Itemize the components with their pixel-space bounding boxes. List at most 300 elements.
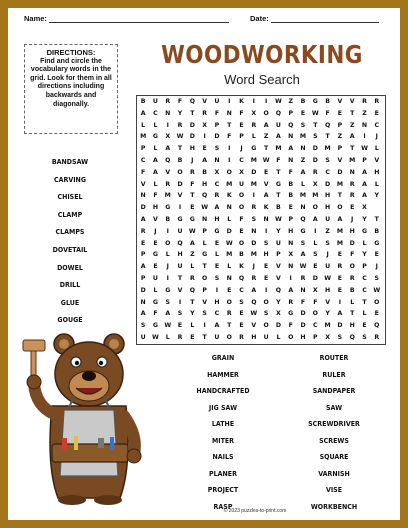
grid-letter[interactable]: O	[312, 204, 318, 212]
grid-letter[interactable]: A	[263, 192, 269, 200]
grid-letter[interactable]: T	[374, 215, 379, 223]
grid-letter[interactable]: V	[177, 286, 183, 294]
grid-letter[interactable]: P	[276, 251, 281, 259]
grid-letter[interactable]: F	[141, 168, 146, 176]
grid-letter[interactable]: F	[288, 322, 293, 330]
grid-letter[interactable]: V	[177, 192, 183, 200]
grid-letter[interactable]: E	[264, 274, 269, 282]
grid-letter[interactable]: S	[263, 239, 269, 247]
grid-letter[interactable]: Z	[325, 227, 330, 235]
grid-letter[interactable]: N	[300, 286, 306, 294]
grid-letter[interactable]: S	[214, 145, 220, 153]
grid-letter[interactable]: R	[312, 168, 318, 176]
grid-letter[interactable]: D	[140, 286, 146, 294]
grid-letter[interactable]: W	[275, 98, 282, 105]
grid-letter[interactable]: L	[190, 263, 195, 271]
grid-letter[interactable]: P	[214, 121, 220, 129]
grid-letter[interactable]: E	[239, 121, 244, 129]
grid-letter[interactable]: O	[374, 298, 380, 306]
grid-letter[interactable]: I	[314, 227, 317, 235]
grid-letter[interactable]: S	[214, 274, 220, 282]
grid-letter[interactable]: E	[337, 251, 343, 259]
grid-letter[interactable]: C	[214, 310, 220, 318]
grid-letter[interactable]: A	[300, 251, 306, 259]
grid-letter[interactable]: J	[166, 263, 169, 271]
grid-letter[interactable]: E	[227, 286, 232, 294]
grid-letter[interactable]: M	[324, 322, 331, 330]
grid-letter[interactable]: E	[337, 109, 343, 117]
grid-letter[interactable]: H	[325, 204, 331, 212]
grid-letter[interactable]: D	[349, 239, 355, 247]
grid-letter[interactable]: O	[226, 298, 232, 306]
grid-letter[interactable]: E	[350, 204, 355, 212]
grid-letter[interactable]: O	[238, 239, 245, 247]
grid-letter[interactable]: X	[202, 121, 208, 129]
grid-letter[interactable]: F	[276, 156, 281, 164]
grid-letter[interactable]: T	[190, 109, 195, 117]
grid-letter[interactable]: U	[325, 215, 331, 223]
grid-letter[interactable]: C	[153, 109, 158, 117]
grid-letter[interactable]: N	[288, 239, 294, 247]
grid-letter[interactable]: V	[153, 215, 158, 223]
grid-letter[interactable]: R	[349, 192, 355, 200]
grid-letter[interactable]: P	[288, 109, 293, 117]
grid-letter[interactable]: I	[252, 192, 255, 200]
grid-letter[interactable]: U	[152, 274, 158, 282]
grid-letter[interactable]: R	[300, 274, 306, 282]
grid-letter[interactable]: K	[239, 98, 244, 105]
grid-letter[interactable]: E	[264, 168, 269, 176]
grid-letter[interactable]: W	[201, 204, 209, 212]
grid-letter[interactable]: R	[251, 204, 257, 212]
grid-letter[interactable]: C	[325, 168, 330, 176]
grid-letter[interactable]: J	[240, 145, 243, 153]
grid-letter[interactable]: L	[153, 145, 158, 153]
grid-letter[interactable]: I	[264, 227, 268, 235]
grid-letter[interactable]: F	[153, 310, 158, 318]
grid-letter[interactable]: E	[190, 333, 195, 341]
grid-letter[interactable]: F	[313, 298, 318, 306]
grid-letter[interactable]: V	[202, 298, 208, 306]
grid-letter[interactable]: E	[239, 322, 244, 330]
grid-letter[interactable]: L	[165, 251, 170, 259]
grid-letter[interactable]: Q	[177, 239, 183, 247]
grid-letter[interactable]: P	[239, 133, 244, 141]
grid-letter[interactable]: G	[152, 298, 158, 306]
grid-letter[interactable]: V	[337, 156, 343, 164]
grid-letter[interactable]: G	[361, 227, 368, 235]
grid-letter[interactable]: D	[251, 168, 257, 176]
grid-letter[interactable]: D	[312, 145, 318, 153]
grid-letter[interactable]: W	[176, 133, 184, 141]
grid-letter[interactable]: N	[288, 263, 294, 271]
grid-letter[interactable]: R	[362, 98, 367, 105]
grid-letter[interactable]: R	[251, 274, 257, 282]
grid-letter[interactable]: I	[203, 133, 206, 141]
grid-letter[interactable]: S	[263, 310, 269, 318]
grid-letter[interactable]: E	[239, 310, 244, 318]
grid-letter[interactable]: T	[190, 192, 195, 200]
grid-letter[interactable]: J	[154, 227, 157, 235]
grid-letter[interactable]: D	[300, 310, 306, 318]
grid-letter[interactable]: A	[165, 310, 171, 318]
grid-letter[interactable]: J	[375, 263, 378, 271]
grid-letter[interactable]: C	[239, 156, 244, 164]
grid-letter[interactable]: G	[202, 251, 208, 259]
grid-letter[interactable]: N	[288, 156, 294, 164]
grid-letter[interactable]: U	[177, 227, 183, 235]
grid-letter[interactable]: D	[325, 180, 331, 188]
grid-letter[interactable]: A	[337, 215, 343, 223]
grid-letter[interactable]: G	[165, 204, 171, 212]
grid-letter[interactable]: O	[202, 274, 208, 282]
grid-letter[interactable]: A	[337, 310, 343, 318]
grid-letter[interactable]: U	[140, 333, 146, 341]
grid-letter[interactable]: E	[177, 322, 183, 330]
grid-letter[interactable]: P	[202, 227, 207, 235]
grid-letter[interactable]: Z	[337, 133, 343, 141]
grid-letter[interactable]: I	[264, 286, 268, 294]
grid-letter[interactable]: U	[325, 263, 331, 271]
grid-letter[interactable]: I	[203, 322, 206, 330]
grid-letter[interactable]: R	[177, 333, 183, 341]
grid-letter[interactable]: P	[202, 286, 207, 294]
grid-letter[interactable]: T	[227, 121, 232, 129]
grid-letter[interactable]: W	[311, 109, 319, 117]
grid-letter[interactable]: H	[202, 180, 208, 188]
grid-letter[interactable]: O	[312, 310, 318, 318]
grid-letter[interactable]: G	[152, 251, 158, 259]
grid-letter[interactable]: V	[374, 156, 380, 164]
grid-letter[interactable]: N	[165, 109, 171, 117]
grid-letter[interactable]: P	[362, 156, 367, 164]
grid-letter[interactable]: V	[349, 98, 355, 105]
word-search-grid[interactable]	[136, 95, 386, 345]
grid-letter[interactable]: S	[177, 310, 183, 318]
grid-letter[interactable]: M	[250, 251, 257, 259]
grid-letter[interactable]: R	[189, 168, 195, 176]
grid-letter[interactable]: G	[189, 215, 195, 223]
grid-letter[interactable]: A	[140, 263, 146, 271]
grid-letter[interactable]: E	[374, 251, 379, 259]
grid-letter[interactable]: I	[252, 98, 255, 105]
grid-letter[interactable]: U	[239, 180, 245, 188]
grid-letter[interactable]: Z	[362, 109, 367, 117]
grid-letter[interactable]: H	[325, 286, 331, 294]
grid-letter[interactable]: G	[374, 239, 380, 247]
grid-letter[interactable]: C	[374, 121, 380, 129]
grid-letter[interactable]: C	[362, 286, 367, 294]
grid-letter[interactable]: Q	[300, 215, 306, 223]
grid-letter[interactable]: L	[227, 215, 232, 223]
grid-letter[interactable]: Z	[349, 121, 355, 129]
grid-letter[interactable]: E	[288, 204, 293, 212]
grid-letter[interactable]: A	[300, 168, 306, 176]
grid-letter[interactable]: U	[152, 98, 158, 105]
grid-letter[interactable]: A	[349, 133, 355, 141]
grid-letter[interactable]: B	[276, 204, 281, 212]
grid-letter[interactable]: G	[288, 310, 294, 318]
grid-letter[interactable]: P	[140, 251, 146, 259]
grid-letter[interactable]: H	[214, 215, 220, 223]
grid-letter[interactable]: W	[373, 286, 381, 294]
grid-letter[interactable]: R	[239, 333, 244, 341]
grid-letter[interactable]: Q	[288, 121, 294, 129]
grid-letter[interactable]: O	[263, 109, 269, 117]
grid-letter[interactable]: P	[140, 145, 146, 153]
grid-letter[interactable]: S	[362, 333, 367, 341]
grid-letter[interactable]: E	[300, 109, 306, 117]
grid-letter[interactable]: S	[202, 310, 207, 318]
grid-letter[interactable]: A	[153, 168, 158, 176]
grid-letter[interactable]: I	[228, 98, 231, 105]
grid-letter[interactable]: N	[226, 109, 232, 117]
grid-letter[interactable]: G	[177, 215, 183, 223]
grid-letter[interactable]: T	[276, 192, 281, 200]
grid-letter[interactable]: A	[140, 109, 146, 117]
grid-letter[interactable]: T	[190, 298, 195, 306]
grid-letter[interactable]: I	[228, 156, 231, 164]
grid-letter[interactable]: H	[214, 298, 220, 306]
grid-letter[interactable]: S	[300, 121, 306, 129]
grid-letter[interactable]: E	[239, 227, 244, 235]
grid-letter[interactable]: V	[325, 298, 330, 306]
grid-letter[interactable]: O	[263, 322, 269, 330]
grid-letter[interactable]: W	[250, 310, 258, 318]
grid-letter[interactable]: H	[177, 251, 183, 259]
grid-letter[interactable]: Y	[325, 310, 330, 318]
grid-letter[interactable]: R	[214, 192, 220, 200]
grid-letter[interactable]: K	[263, 204, 269, 212]
grid-letter[interactable]: L	[301, 180, 305, 188]
grid-letter[interactable]: C	[239, 286, 244, 294]
grid-letter[interactable]: G	[300, 227, 306, 235]
grid-letter[interactable]: A	[276, 133, 281, 141]
grid-letter[interactable]: D	[251, 239, 257, 247]
grid-letter[interactable]: C	[140, 156, 146, 164]
grid-letter[interactable]: Q	[189, 286, 195, 294]
grid-letter[interactable]: D	[226, 227, 232, 235]
grid-letter[interactable]: D	[337, 168, 343, 176]
grid-letter[interactable]: E	[264, 263, 269, 271]
grid-letter[interactable]: S	[140, 322, 146, 330]
grid-letter[interactable]: T	[202, 263, 207, 271]
grid-letter[interactable]: I	[264, 98, 268, 105]
grid-letter[interactable]: D	[177, 180, 183, 188]
grid-letter[interactable]: E	[313, 263, 318, 271]
grid-letter[interactable]: T	[362, 298, 367, 306]
grid-letter[interactable]: F	[153, 192, 158, 200]
grid-letter[interactable]: Q	[202, 192, 208, 200]
grid-letter[interactable]: F	[239, 215, 244, 223]
grid-letter[interactable]: B	[300, 98, 306, 105]
grid-letter[interactable]: M	[312, 192, 319, 200]
grid-letter[interactable]: B	[202, 168, 207, 176]
grid-letter[interactable]: E	[374, 310, 379, 318]
grid-letter[interactable]: D	[189, 121, 195, 129]
grid-letter[interactable]: G	[152, 133, 158, 141]
grid-letter[interactable]: B	[325, 98, 330, 105]
grid-letter[interactable]: Z	[300, 156, 306, 164]
grid-letter[interactable]: T	[202, 333, 207, 341]
grid-letter[interactable]: N	[140, 192, 146, 200]
grid-letter[interactable]: O	[238, 204, 245, 212]
grid-letter[interactable]: N	[300, 145, 306, 153]
grid-letter[interactable]: R	[165, 180, 171, 188]
grid-letter[interactable]: R	[226, 310, 232, 318]
grid-letter[interactable]: N	[214, 156, 220, 164]
grid-letter[interactable]: F	[227, 133, 232, 141]
grid-letter[interactable]: L	[374, 180, 379, 188]
grid-letter[interactable]: O	[226, 168, 232, 176]
grid-letter[interactable]: A	[214, 204, 220, 212]
grid-letter[interactable]: Y	[362, 251, 367, 259]
grid-letter[interactable]: A	[362, 168, 367, 176]
grid-letter[interactable]: Y	[362, 215, 367, 223]
grid-letter[interactable]: H	[263, 251, 269, 259]
grid-letter[interactable]: G	[165, 286, 171, 294]
grid-letter[interactable]: T	[177, 274, 183, 282]
grid-letter[interactable]: G	[152, 322, 158, 330]
grid-letter[interactable]: V	[276, 263, 281, 271]
grid-letter[interactable]: R	[165, 98, 171, 105]
name-field[interactable]	[49, 15, 229, 23]
grid-letter[interactable]: L	[362, 239, 367, 247]
grid-letter[interactable]: L	[165, 333, 170, 341]
grid-letter[interactable]: M	[336, 227, 343, 235]
grid-letter[interactable]: B	[140, 98, 146, 105]
grid-letter[interactable]: L	[313, 239, 318, 247]
grid-letter[interactable]: G	[275, 180, 281, 188]
grid-letter[interactable]: N	[263, 215, 269, 223]
grid-letter[interactable]: E	[362, 322, 367, 330]
grid-letter[interactable]: H	[374, 168, 380, 176]
grid-letter[interactable]: C	[362, 274, 367, 282]
grid-letter[interactable]: R	[251, 121, 257, 129]
grid-letter[interactable]: H	[325, 192, 331, 200]
grid-letter[interactable]: P	[337, 145, 343, 153]
date-field[interactable]	[271, 15, 379, 23]
grid-letter[interactable]: R	[374, 333, 380, 341]
grid-letter[interactable]: Q	[189, 98, 195, 105]
grid-letter[interactable]: L	[153, 180, 158, 188]
grid-letter[interactable]: D	[312, 274, 318, 282]
grid-letter[interactable]: Q	[251, 298, 257, 306]
grid-letter[interactable]: W	[275, 215, 282, 223]
grid-letter[interactable]: B	[177, 156, 183, 164]
grid-letter[interactable]: W	[262, 156, 270, 164]
grid-letter[interactable]: N	[361, 121, 368, 129]
grid-letter[interactable]: X	[312, 286, 318, 294]
grid-letter[interactable]: D	[337, 322, 343, 330]
grid-letter[interactable]: A	[288, 145, 294, 153]
grid-letter[interactable]: K	[226, 192, 232, 200]
grid-letter[interactable]: T	[350, 310, 355, 318]
grid-letter[interactable]: Q	[324, 121, 331, 129]
grid-letter[interactable]: L	[276, 333, 281, 341]
grid-letter[interactable]: N	[140, 298, 146, 306]
grid-letter[interactable]: F	[350, 251, 355, 259]
grid-letter[interactable]: O	[177, 168, 183, 176]
grid-letter[interactable]: O	[165, 239, 171, 247]
grid-letter[interactable]: M	[250, 180, 257, 188]
grid-letter[interactable]: X	[251, 109, 257, 117]
grid-letter[interactable]: A	[140, 215, 146, 223]
grid-letter[interactable]: R	[349, 180, 355, 188]
grid-letter[interactable]: D	[312, 156, 318, 164]
grid-letter[interactable]: X	[325, 333, 330, 341]
grid-letter[interactable]: U	[275, 121, 281, 129]
grid-letter[interactable]: W	[188, 227, 196, 235]
grid-letter[interactable]: A	[312, 215, 318, 223]
grid-letter[interactable]: R	[202, 109, 208, 117]
grid-letter[interactable]: U	[214, 98, 220, 105]
grid-letter[interactable]: L	[362, 310, 367, 318]
grid-letter[interactable]: P	[140, 274, 146, 282]
grid-letter[interactable]: Y	[276, 298, 281, 306]
grid-letter[interactable]: T	[313, 121, 318, 129]
grid-letter[interactable]: H	[349, 227, 355, 235]
grid-letter[interactable]: A	[202, 156, 208, 164]
grid-letter[interactable]: M	[336, 180, 343, 188]
grid-letter[interactable]: I	[215, 286, 219, 294]
grid-letter[interactable]: O	[226, 333, 232, 341]
grid-letter[interactable]: E	[153, 239, 158, 247]
grid-letter[interactable]: I	[338, 298, 342, 306]
grid-letter[interactable]: X	[312, 180, 318, 188]
grid-letter[interactable]: H	[152, 204, 159, 212]
grid-letter[interactable]: R	[337, 263, 343, 271]
grid-letter[interactable]: N	[349, 168, 355, 176]
grid-letter[interactable]: W	[324, 274, 332, 282]
grid-letter[interactable]: V	[263, 180, 269, 188]
grid-letter[interactable]: R	[189, 274, 195, 282]
grid-letter[interactable]: E	[141, 239, 146, 247]
grid-letter[interactable]: B	[288, 192, 294, 200]
grid-letter[interactable]: Q	[275, 109, 282, 117]
grid-letter[interactable]: Q	[165, 156, 171, 164]
grid-letter[interactable]: V	[165, 168, 171, 176]
grid-letter[interactable]: J	[191, 156, 194, 164]
grid-letter[interactable]: I	[166, 227, 169, 235]
grid-letter[interactable]: M	[324, 145, 331, 153]
grid-letter[interactable]: J	[375, 133, 378, 141]
grid-letter[interactable]: A	[140, 310, 146, 318]
grid-letter[interactable]: L	[350, 298, 355, 306]
grid-letter[interactable]: G	[312, 98, 318, 105]
grid-letter[interactable]: I	[363, 133, 366, 141]
grid-letter[interactable]: M	[226, 180, 233, 188]
grid-letter[interactable]: Y	[374, 192, 380, 200]
grid-letter[interactable]: X	[239, 168, 244, 176]
grid-letter[interactable]: N	[300, 204, 306, 212]
grid-letter[interactable]: N	[288, 133, 294, 141]
grid-letter[interactable]: P	[313, 333, 318, 341]
grid-letter[interactable]: T	[227, 322, 232, 330]
grid-letter[interactable]: H	[300, 333, 306, 341]
grid-letter[interactable]: M	[226, 251, 233, 259]
grid-letter[interactable]: S	[239, 298, 244, 306]
grid-letter[interactable]: F	[214, 109, 220, 117]
grid-letter[interactable]: Z	[288, 98, 293, 105]
grid-letter[interactable]: F	[190, 180, 195, 188]
grid-letter[interactable]: K	[239, 263, 244, 271]
grid-letter[interactable]: I	[166, 121, 169, 129]
grid-letter[interactable]: H	[349, 322, 355, 330]
grid-letter[interactable]: L	[153, 286, 158, 294]
grid-letter[interactable]: X	[362, 204, 367, 212]
grid-letter[interactable]: U	[275, 239, 281, 247]
